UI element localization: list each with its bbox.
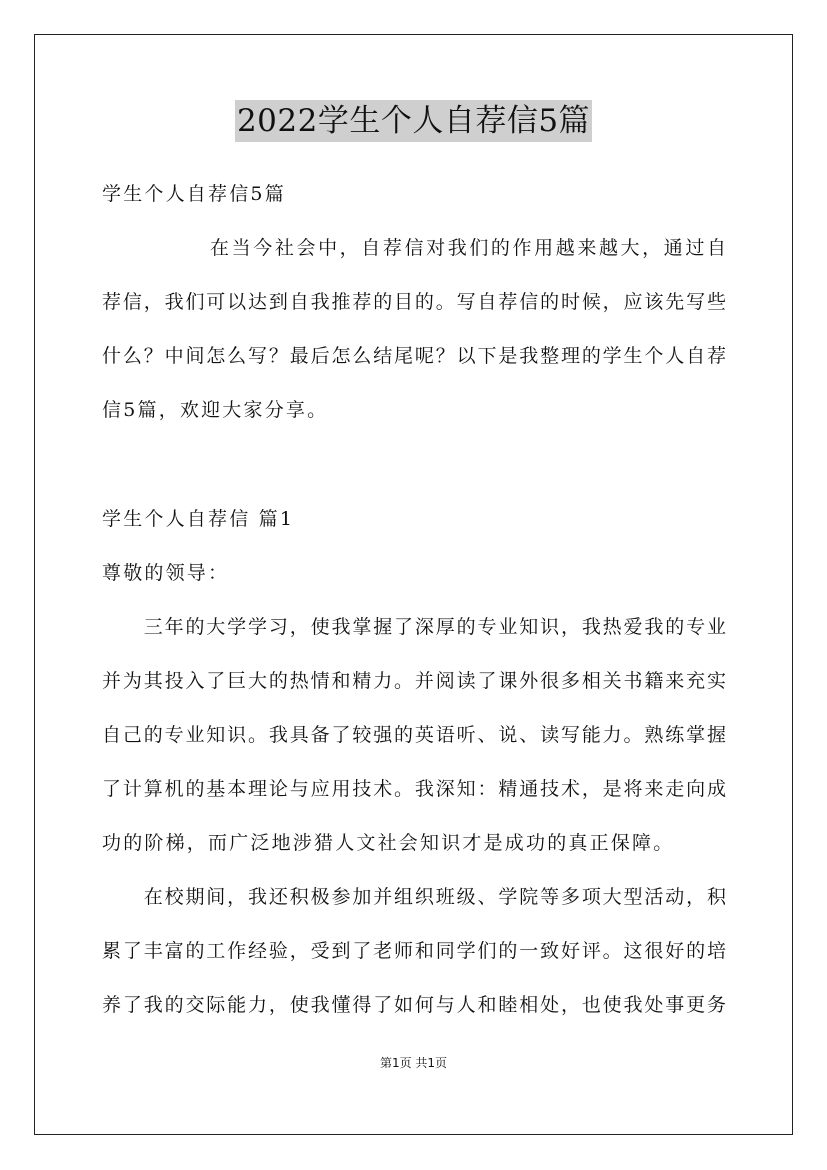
salutation: 尊敬的领导： (102, 562, 230, 584)
intro-line-4: 信5篇，欢迎大家分享。 (102, 399, 329, 421)
body-line-6: 在校期间，我还积极参加并组织班级、学院等多项大型活动，积 (102, 886, 726, 908)
document-title (0, 100, 827, 142)
subtitle-line: 学生个人自荐信5篇 (102, 183, 286, 205)
body-line-4: 了计算机的基本理论与应用技术。我深知：精通技术，是将来走向成 (102, 778, 726, 800)
body-line-3: 自己的专业知识。我具备了较强的英语听、说、读写能力。熟练掌握 (102, 724, 726, 746)
intro-line-2: 荐信，我们可以达到自我推荐的目的。写自荐信的时候，应该先写些 (102, 291, 726, 313)
body-line-7: 累了丰富的工作经验，受到了老师和同学们的一致好评。这很好的培 (102, 940, 726, 962)
body-line-8: 养了我的交际能力，使我懂得了如何与人和睦相处，也使我处事更务 (102, 994, 726, 1016)
body-line-1: 三年的大学学习，使我掌握了深厚的专业知识，我热爱我的专业 (102, 616, 726, 638)
body-line-2: 并为其投入了巨大的热情和精力。并阅读了课外很多相关书籍来充实 (102, 670, 726, 692)
body-line-5: 功的阶梯，而广泛地涉猎人文社会知识才是成功的真正保障。 (102, 832, 675, 854)
intro-line-1: 在当今社会中，自荐信对我们的作用越来越大，通过自 (102, 237, 726, 259)
section-heading: 学生个人自荐信 篇1 (102, 508, 295, 530)
intro-line-3: 什么？中间怎么写？最后怎么结尾呢？以下是我整理的学生个人自荐 (102, 345, 726, 367)
page-number: 第1页 共1页 (379, 1056, 448, 1070)
title-text: 2022学生个人自荐信5篇 (235, 100, 592, 142)
